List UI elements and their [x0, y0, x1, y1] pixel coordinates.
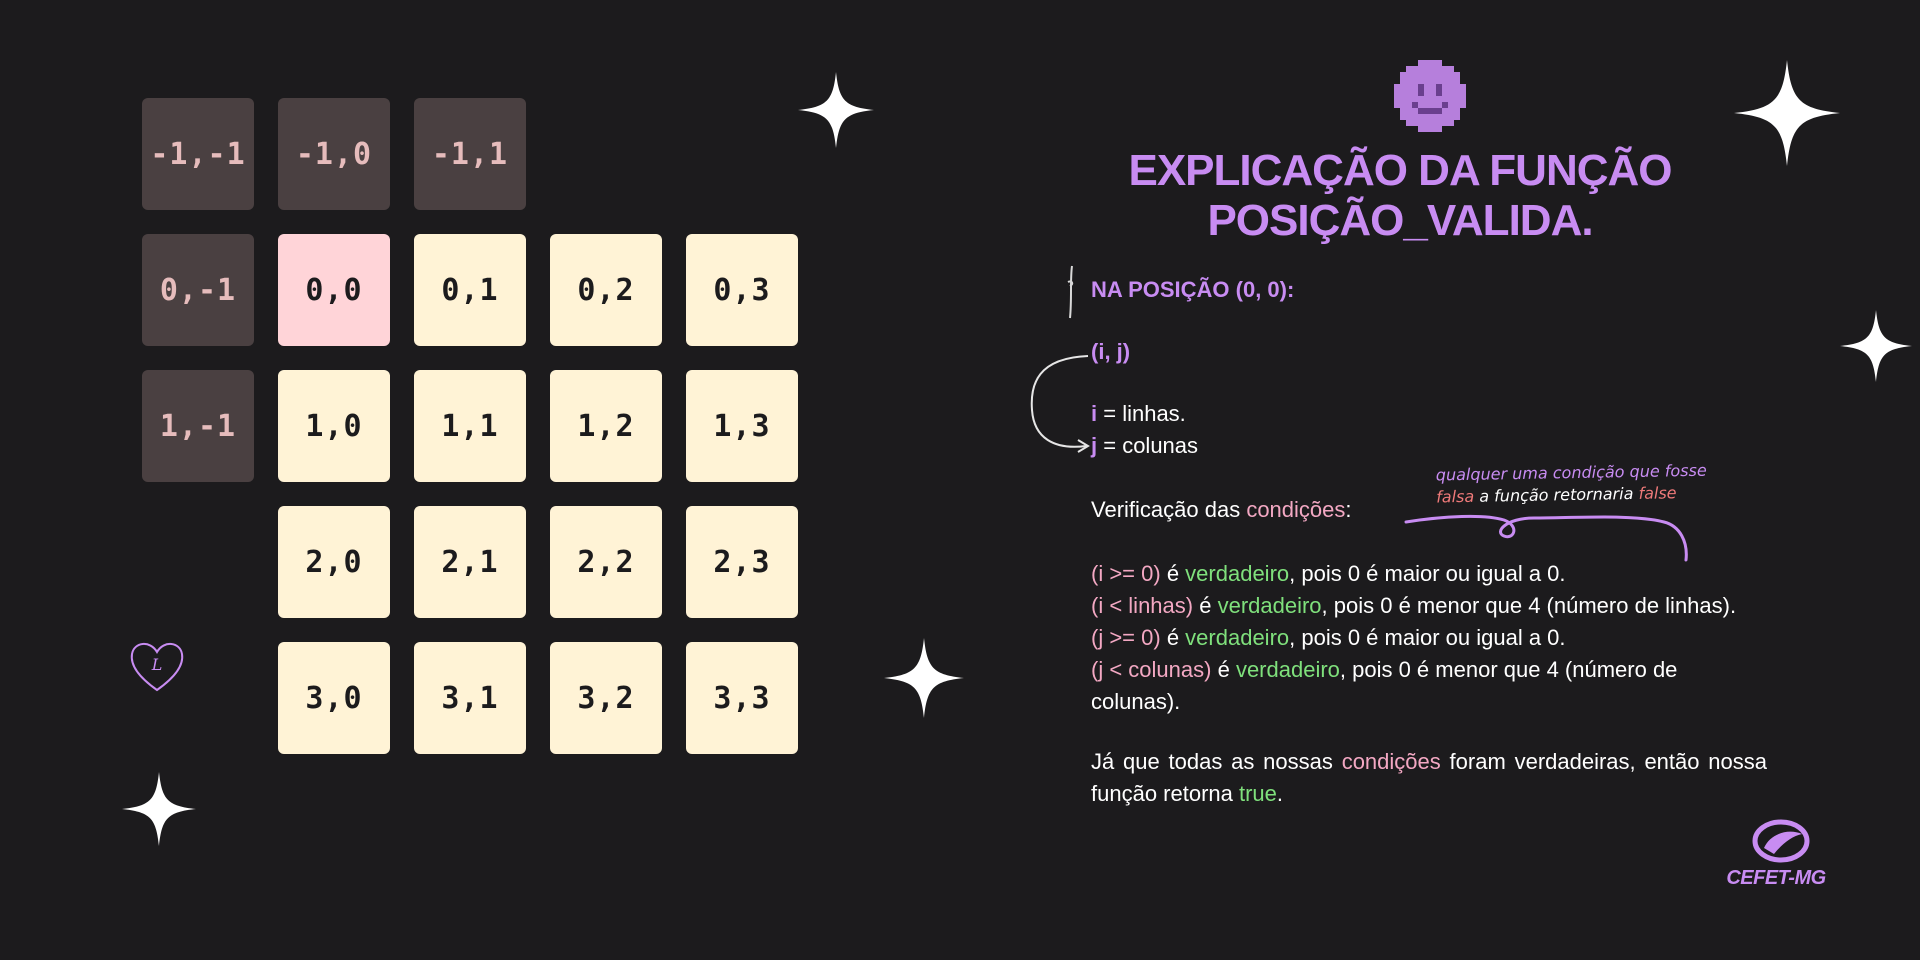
condition-line: [1091, 622, 1771, 654]
grid-cell: 0,3: [686, 234, 798, 346]
sparkle-icon: [122, 772, 196, 846]
squiggle-underline-icon: [1404, 506, 1694, 564]
condition-expression: (j <: [1091, 657, 1129, 682]
conclusion-word: condições: [1341, 749, 1441, 774]
condition-rest: , pois 0 é menor que 4 (número de colunas).: [1091, 657, 1678, 714]
section-heading: NA POSIÇÃO (0, 0):: [1091, 277, 1295, 302]
condition-expression: (i <: [1091, 593, 1129, 618]
index-pair: (i, j): [1091, 339, 1131, 364]
grid-cell: 2,1: [414, 506, 526, 618]
condition-is: é: [1211, 657, 1236, 682]
verify-word: condições: [1246, 497, 1346, 522]
grid-cell: 3,2: [550, 642, 662, 754]
grid-cell: 1,-1: [142, 370, 254, 482]
page-title: [1100, 146, 1700, 246]
note-false: false: [1638, 483, 1677, 503]
conclusion-text: foram verdadeiras, então nossa função retorna: [1091, 749, 1768, 806]
heart-icon: [126, 634, 188, 696]
smiley-icon: [1394, 60, 1466, 132]
note-falsa: falsa: [1436, 486, 1475, 507]
title-line-1: EXPLICAÇÃO DA FUNÇÃO: [1128, 146, 1672, 195]
conclusion: [1091, 746, 1767, 810]
condition-truth: verdadeiro: [1185, 561, 1290, 586]
cefet-logo-icon: [1752, 818, 1810, 864]
conclusion-end: .: [1276, 781, 1284, 806]
condition-truth: verdadeiro: [1217, 593, 1322, 618]
condition-expression: (i >= 0): [1091, 561, 1161, 586]
note-middle: a função retornaria: [1474, 483, 1639, 506]
condition-rest: , pois 0 é menor que 4 (número de linhas).: [1321, 593, 1737, 618]
condition-truth: verdadeiro: [1185, 625, 1290, 650]
sparkle-icon: [798, 72, 874, 148]
grid-cell: 1,0: [278, 370, 390, 482]
columns-definition: [1091, 430, 1198, 462]
grid-cell: 1,2: [550, 370, 662, 482]
grid-cell: 3,1: [414, 642, 526, 754]
rows-text: = linhas.: [1097, 401, 1186, 426]
sparkle-icon: [1734, 60, 1840, 166]
condition-close: ): [1185, 593, 1194, 618]
grid-cell: 1,3: [686, 370, 798, 482]
title-line-2: POSIÇÃO_VALIDA.: [1207, 196, 1593, 245]
grid-cell: 1,1: [414, 370, 526, 482]
sparkle-icon: [1840, 310, 1912, 382]
condition-is: é: [1193, 593, 1218, 618]
verification-heading: [1091, 494, 1352, 526]
j-variable: j: [1091, 433, 1098, 458]
grid-cell: -1,1: [414, 98, 526, 210]
condition-word: colunas: [1128, 657, 1205, 682]
grid-cell: 0,1: [414, 234, 526, 346]
bracket-doodle-icon: [1060, 264, 1080, 320]
grid-cell: 2,3: [686, 506, 798, 618]
handwritten-note: [1436, 460, 1717, 509]
curved-arrow-icon: [1018, 352, 1090, 458]
condition-line: [1091, 654, 1767, 718]
grid-cell: -1,0: [278, 98, 390, 210]
columns-text: = colunas: [1097, 433, 1199, 458]
grid-cell: 0,2: [550, 234, 662, 346]
grid-cell: -1,-1: [142, 98, 254, 210]
condition-truth: verdadeiro: [1235, 657, 1340, 682]
grid-cell: 2,2: [550, 506, 662, 618]
grid-cell: 3,0: [278, 642, 390, 754]
grid-cell-current: 0,0: [278, 234, 390, 346]
condition-is: é: [1160, 625, 1186, 650]
note-line-1: qualquer uma condição que fosse: [1435, 460, 1707, 485]
sparkle-icon: [884, 638, 964, 718]
verify-prefix: Verificação das: [1091, 497, 1247, 522]
heart-letter: L: [151, 655, 163, 674]
condition-line: [1091, 590, 1771, 622]
condition-rest: , pois 0 é maior ou igual a 0.: [1289, 625, 1566, 650]
condition-close: ): [1204, 657, 1212, 682]
condition-rest: , pois 0 é maior ou igual a 0.: [1289, 561, 1566, 586]
conclusion-true: true: [1238, 781, 1277, 806]
verify-suffix: :: [1345, 497, 1352, 522]
grid-cell: 3,3: [686, 642, 798, 754]
conclusion-text: Já que todas as nossas: [1091, 749, 1342, 774]
cefet-logo: [1724, 818, 1828, 890]
condition-is: é: [1160, 561, 1186, 586]
condition-expression: (j >= 0): [1091, 625, 1161, 650]
logo-text: CEFET-MG: [1726, 867, 1826, 889]
i-variable: i: [1091, 401, 1098, 426]
grid-cell: 2,0: [278, 506, 390, 618]
grid-cell: 0,-1: [142, 234, 254, 346]
rows-definition: [1091, 398, 1186, 430]
condition-word: linhas: [1128, 593, 1186, 618]
condition-line: [1091, 558, 1771, 590]
